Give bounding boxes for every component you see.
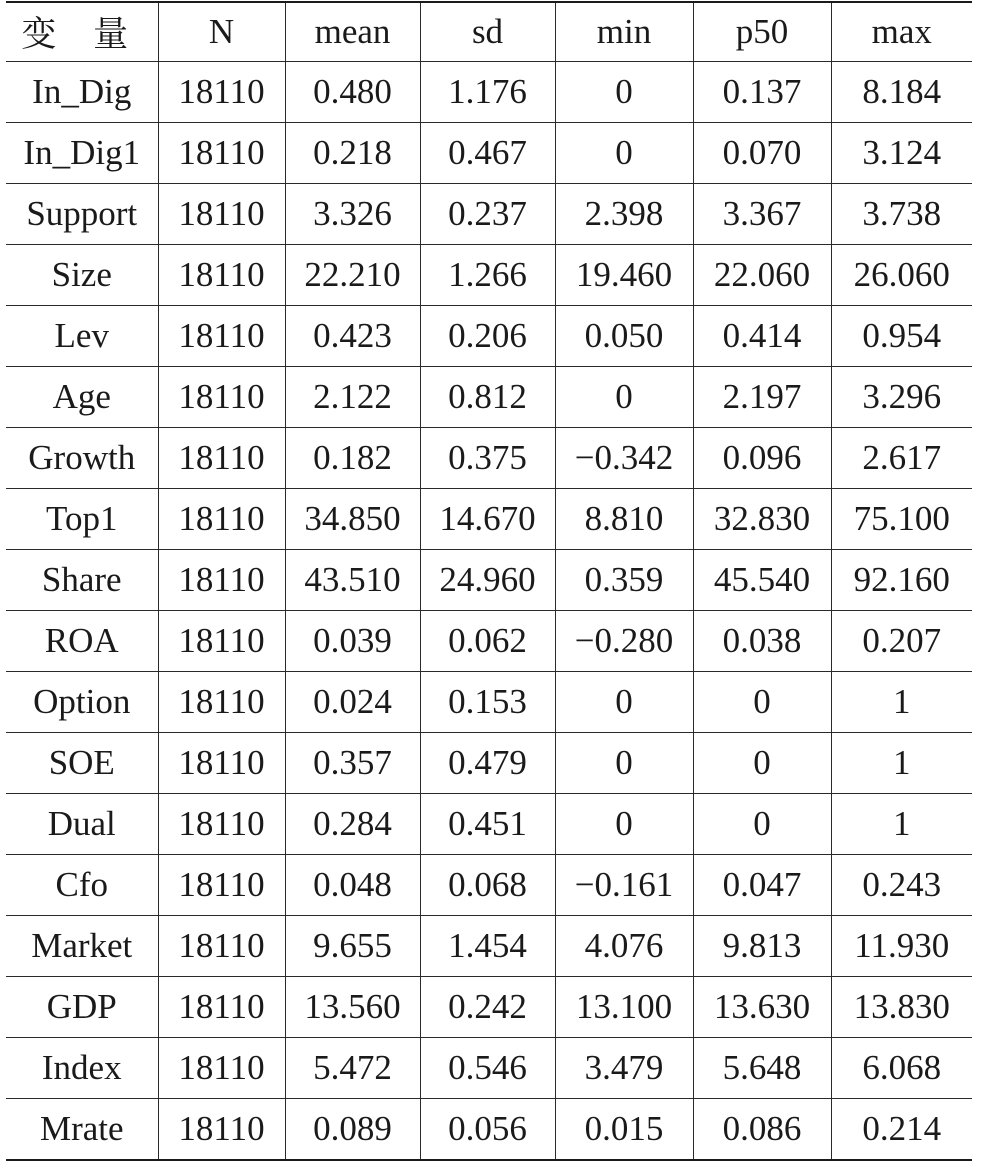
cell-variable: SOE [6, 733, 158, 794]
table-header [6, 2, 972, 62]
cell-n: 18110 [158, 367, 285, 428]
cell-min: 2.398 [555, 184, 693, 245]
cell-variable: Option [6, 672, 158, 733]
table-row [6, 367, 972, 428]
table-row [6, 733, 972, 794]
cell-max: 13.830 [831, 977, 972, 1038]
table-row [6, 123, 972, 184]
table-row [6, 184, 972, 245]
header-row [6, 2, 972, 62]
table-body [6, 62, 972, 1161]
cell-variable: ROA [6, 611, 158, 672]
table-row [6, 916, 972, 977]
cell-p50: 5.648 [693, 1038, 831, 1099]
cell-min: 19.460 [555, 245, 693, 306]
cell-p50: 45.540 [693, 550, 831, 611]
table-row [6, 977, 972, 1038]
cell-min: −0.342 [555, 428, 693, 489]
cell-min: 0 [555, 672, 693, 733]
table-row [6, 1038, 972, 1099]
cell-sd: 0.479 [420, 733, 555, 794]
cell-n: 18110 [158, 123, 285, 184]
cell-mean: 3.326 [285, 184, 420, 245]
cell-variable: Growth [6, 428, 158, 489]
cell-max: 3.738 [831, 184, 972, 245]
cell-max: 3.124 [831, 123, 972, 184]
cell-max: 26.060 [831, 245, 972, 306]
cell-min: −0.161 [555, 855, 693, 916]
cell-min: 0 [555, 367, 693, 428]
table-row [6, 489, 972, 550]
cell-variable: Mrate [6, 1099, 158, 1161]
cell-variable: In_Dig [6, 62, 158, 123]
cell-mean: 0.089 [285, 1099, 420, 1161]
cell-p50: 0.038 [693, 611, 831, 672]
cell-max: 8.184 [831, 62, 972, 123]
table-row [6, 245, 972, 306]
cell-n: 18110 [158, 916, 285, 977]
cell-max: 0.954 [831, 306, 972, 367]
cell-mean: 2.122 [285, 367, 420, 428]
cell-p50: 0 [693, 733, 831, 794]
cell-mean: 5.472 [285, 1038, 420, 1099]
cell-variable: Top1 [6, 489, 158, 550]
cell-variable: GDP [6, 977, 158, 1038]
cell-mean: 9.655 [285, 916, 420, 977]
cell-min: 0 [555, 62, 693, 123]
header-p50: p50 [693, 2, 831, 62]
cell-mean: 0.218 [285, 123, 420, 184]
cell-mean: 0.039 [285, 611, 420, 672]
table-row [6, 794, 972, 855]
table-row [6, 672, 972, 733]
cell-variable: Cfo [6, 855, 158, 916]
cell-p50: 22.060 [693, 245, 831, 306]
header-max: max [831, 2, 972, 62]
cell-mean: 0.048 [285, 855, 420, 916]
table-row [6, 855, 972, 916]
cell-n: 18110 [158, 672, 285, 733]
cell-sd: 0.062 [420, 611, 555, 672]
header-n: N [158, 2, 285, 62]
cell-sd: 0.375 [420, 428, 555, 489]
cell-p50: 13.630 [693, 977, 831, 1038]
cell-n: 18110 [158, 1099, 285, 1161]
cell-max: 3.296 [831, 367, 972, 428]
header-sd: sd [420, 2, 555, 62]
header-min: min [555, 2, 693, 62]
cell-p50: 0 [693, 794, 831, 855]
cell-mean: 13.560 [285, 977, 420, 1038]
cell-n: 18110 [158, 977, 285, 1038]
cell-p50: 3.367 [693, 184, 831, 245]
cell-max: 0.243 [831, 855, 972, 916]
cell-min: 0.015 [555, 1099, 693, 1161]
cell-max: 1 [831, 794, 972, 855]
cell-variable: Support [6, 184, 158, 245]
cell-max: 2.617 [831, 428, 972, 489]
table-row [6, 1099, 972, 1161]
cell-variable: In_Dig1 [6, 123, 158, 184]
cell-max: 0.207 [831, 611, 972, 672]
cell-mean: 0.024 [285, 672, 420, 733]
cell-sd: 1.176 [420, 62, 555, 123]
cell-min: −0.280 [555, 611, 693, 672]
cell-min: 0 [555, 733, 693, 794]
cell-mean: 0.182 [285, 428, 420, 489]
cell-max: 92.160 [831, 550, 972, 611]
cell-mean: 34.850 [285, 489, 420, 550]
cell-n: 18110 [158, 1038, 285, 1099]
cell-mean: 0.284 [285, 794, 420, 855]
cell-variable: Lev [6, 306, 158, 367]
table-row [6, 611, 972, 672]
cell-sd: 0.068 [420, 855, 555, 916]
cell-variable: Age [6, 367, 158, 428]
cell-variable: Share [6, 550, 158, 611]
cell-min: 0 [555, 794, 693, 855]
cell-n: 18110 [158, 489, 285, 550]
cell-p50: 0.414 [693, 306, 831, 367]
cell-sd: 0.237 [420, 184, 555, 245]
cell-variable: Index [6, 1038, 158, 1099]
cell-n: 18110 [158, 611, 285, 672]
cell-mean: 0.480 [285, 62, 420, 123]
cell-n: 18110 [158, 62, 285, 123]
cell-n: 18110 [158, 428, 285, 489]
cell-n: 18110 [158, 184, 285, 245]
cell-p50: 0 [693, 672, 831, 733]
cell-max: 6.068 [831, 1038, 972, 1099]
cell-variable: Market [6, 916, 158, 977]
cell-max: 1 [831, 672, 972, 733]
cell-min: 13.100 [555, 977, 693, 1038]
cell-mean: 0.357 [285, 733, 420, 794]
cell-sd: 0.242 [420, 977, 555, 1038]
cell-n: 18110 [158, 550, 285, 611]
cell-max: 0.214 [831, 1099, 972, 1161]
header-variable: 变 量 [6, 2, 158, 62]
cell-sd: 24.960 [420, 550, 555, 611]
descriptive-statistics-table [6, 1, 972, 1161]
cell-min: 0.050 [555, 306, 693, 367]
cell-n: 18110 [158, 245, 285, 306]
cell-sd: 0.467 [420, 123, 555, 184]
cell-max: 75.100 [831, 489, 972, 550]
cell-variable: Dual [6, 794, 158, 855]
cell-n: 18110 [158, 733, 285, 794]
cell-n: 18110 [158, 306, 285, 367]
cell-min: 8.810 [555, 489, 693, 550]
cell-p50: 0.070 [693, 123, 831, 184]
cell-n: 18110 [158, 794, 285, 855]
cell-sd: 0.153 [420, 672, 555, 733]
cell-mean: 43.510 [285, 550, 420, 611]
cell-sd: 1.454 [420, 916, 555, 977]
cell-p50: 0.137 [693, 62, 831, 123]
cell-sd: 14.670 [420, 489, 555, 550]
cell-p50: 0.047 [693, 855, 831, 916]
cell-n: 18110 [158, 855, 285, 916]
cell-mean: 0.423 [285, 306, 420, 367]
cell-min: 3.479 [555, 1038, 693, 1099]
cell-variable: Size [6, 245, 158, 306]
cell-sd: 0.812 [420, 367, 555, 428]
cell-max: 11.930 [831, 916, 972, 977]
table-row [6, 62, 972, 123]
cell-min: 0 [555, 123, 693, 184]
cell-min: 0.359 [555, 550, 693, 611]
cell-sd: 0.206 [420, 306, 555, 367]
cell-mean: 22.210 [285, 245, 420, 306]
cell-p50: 0.096 [693, 428, 831, 489]
cell-p50: 9.813 [693, 916, 831, 977]
cell-p50: 0.086 [693, 1099, 831, 1161]
cell-sd: 0.056 [420, 1099, 555, 1161]
cell-sd: 0.546 [420, 1038, 555, 1099]
cell-min: 4.076 [555, 916, 693, 977]
table-row [6, 306, 972, 367]
cell-p50: 32.830 [693, 489, 831, 550]
cell-sd: 0.451 [420, 794, 555, 855]
header-mean: mean [285, 2, 420, 62]
table-row [6, 428, 972, 489]
table-row [6, 550, 972, 611]
cell-p50: 2.197 [693, 367, 831, 428]
cell-sd: 1.266 [420, 245, 555, 306]
cell-max: 1 [831, 733, 972, 794]
